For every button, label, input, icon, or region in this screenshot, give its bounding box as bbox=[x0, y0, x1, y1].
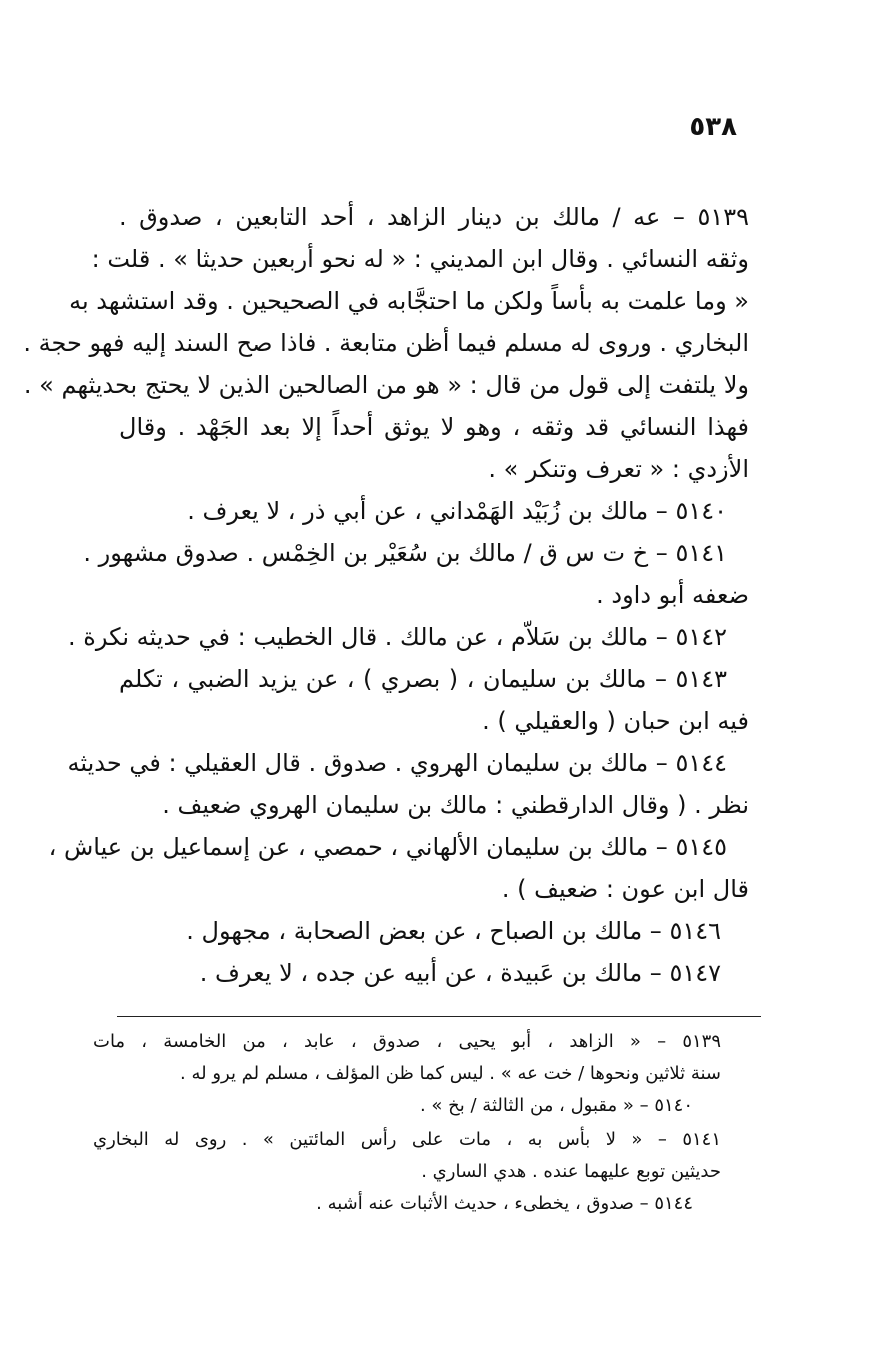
text-line: ٥١٤٢ – مالك بن سَلاّم ، عن مالك . قال الخطيب : في حديثه نكرة . bbox=[68, 623, 727, 651]
footnote-line: ٥١٤١ – « لا بأس به ، مات على رأس المائتين » . روى له البخاري bbox=[93, 1129, 721, 1150]
text-line: فيه ابن حبان ( والعقيلي ) . bbox=[482, 707, 749, 735]
text-line: ٥١٤٥ – مالك بن سليمان الألهاني ، حمصي ، عن إسماعيل بن عياش ، bbox=[48, 833, 727, 861]
text-line: البخاري . وروى له مسلم فيما أظن متابعة . فاذا صح السند إليه فهو حجة . bbox=[23, 329, 749, 357]
text-line: « وما علمت به بأساً ولكن ما احتجَّابه في الصحيحين . وقد استشهد به bbox=[69, 287, 749, 315]
text-line: ٥١٤٧ – مالك بن عَبيدة ، عن أبيه عن جده ، لا يعرف . bbox=[199, 959, 721, 987]
footnote-line: ٥١٣٩ – « الزاهد ، أبو يحيى ، صدوق ، عابد ، من الخامسة ، مات bbox=[93, 1031, 721, 1052]
main-text bbox=[23, 196, 749, 994]
footnote-divider bbox=[117, 1016, 761, 1017]
footnote-line: سنة ثلاثين ونحوها / خت عه » . ليس كما ظن المؤلف ، مسلم لم يرو له . bbox=[180, 1063, 721, 1084]
text-line: الأزدي : « تعرف وتنكر » . bbox=[488, 455, 749, 483]
footnote-line: حديثين توبع عليهما عنده . هدي الساري . bbox=[421, 1161, 721, 1182]
text-line: قال ابن عون : ضعيف ) . bbox=[501, 875, 749, 903]
footnote-line: ٥١٤٠ – « مقبول ، من الثالثة / بخ » . bbox=[419, 1095, 693, 1116]
footnotes bbox=[93, 1026, 721, 1220]
page-number: ٥٣٨ bbox=[689, 112, 737, 142]
text-line: ٥١٤١ – خ ت س ق / مالك بن سُعَيْر بن الخِمْس . صدوق مشهور . bbox=[83, 539, 727, 567]
text-line: وثقه النسائي . وقال ابن المديني : « له نحو أربعين حديثا » . قلت : bbox=[91, 245, 749, 273]
text-line: ضعفه أبو داود . bbox=[596, 581, 749, 609]
text-line: ٥١٤٤ – مالك بن سليمان الهروي . صدوق . قال العقيلي : في حديثه bbox=[67, 749, 727, 777]
text-line: ولا يلتفت إلى قول من قال : « هو من الصالحين الذين لا يحتج بحديثهم » . bbox=[23, 371, 749, 399]
text-line: ٥١٤٠ – مالك بن زُبَيْد الهَمْداني ، عن أبي ذر ، لا يعرف . bbox=[187, 497, 727, 525]
text-line: نظر . ( وقال الدارقطني : مالك بن سليمان الهروي ضعيف . bbox=[162, 791, 749, 819]
text-line: ٥١٤٦ – مالك بن الصباح ، عن بعض الصحابة ، مجهول . bbox=[186, 917, 721, 945]
footnote-line: ٥١٤٤ – صدوق ، يخطىء ، حديث الأثبات عنه أشبه . bbox=[316, 1193, 693, 1214]
text-line: فهذا النسائي قد وثقه ، وهو لا يوثق أحداً إلا بعد الجَهْد . وقال bbox=[119, 413, 749, 441]
text-line: ٥١٤٣ – مالك بن سليمان ، ( بصري ) ، عن يزيد الضبي ، تكلم bbox=[119, 665, 727, 693]
text-line: ٥١٣٩ – عه / مالك بن دينار الزاهد ، أحد التابعين ، صدوق . bbox=[119, 203, 749, 231]
